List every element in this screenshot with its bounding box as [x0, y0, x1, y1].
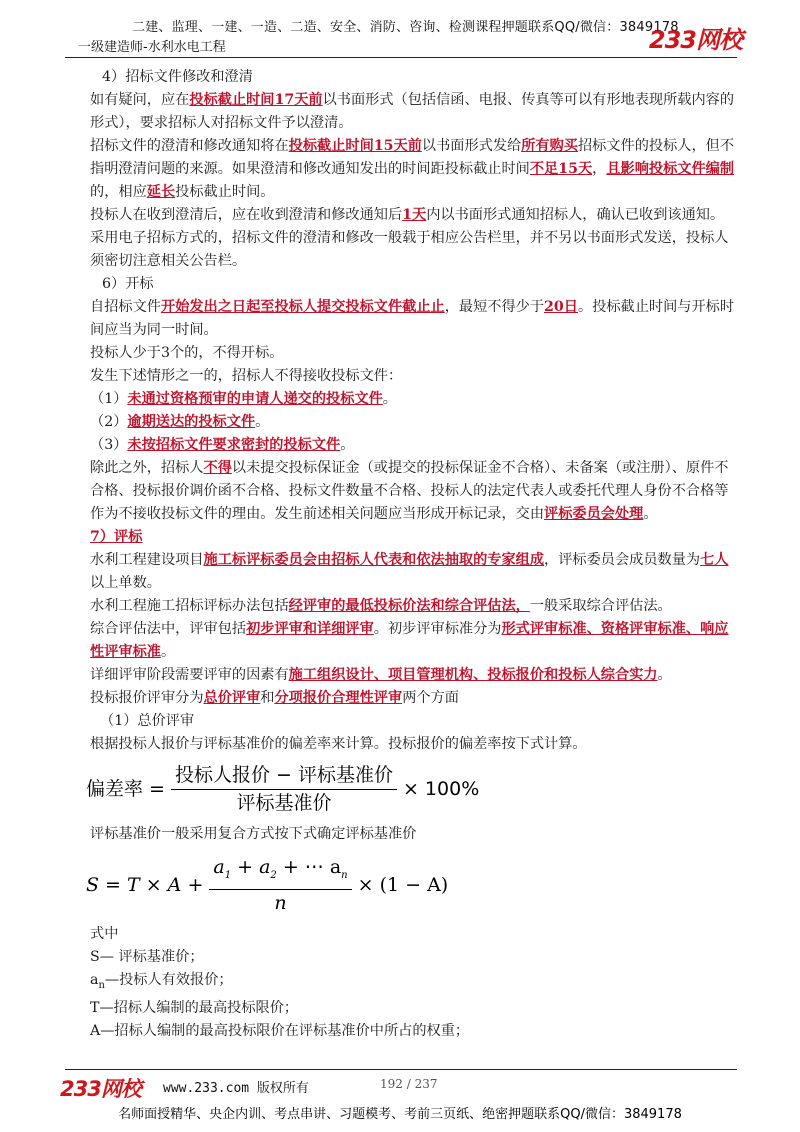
paragraph: 采用电子招标方式的，招标文件的澄清和修改一般载于相应公告栏里，并不另以书面形式发送，投标人须密切注意相关公告栏。 — [90, 230, 729, 269]
paragraph: 如有疑问，应在投标截止时间17天前以书面形式（包括信函、电报、传真等可以有形地表现所载内容的形式），要求招标人对招标文件予以澄清。 — [90, 92, 735, 131]
footer-divider — [65, 1069, 737, 1070]
header-divider — [65, 57, 737, 58]
paragraph: 详细评审阶段需要评审的因素有施工组织设计、项目管理机构、投标报价和投标人综合实力。 — [90, 667, 672, 683]
paragraph: 招标文件的澄清和修改通知将在投标截止时间15天前以书面形式发给所有购买招标文件的投标人，但不指明澄清问题的来源。如果澄清和修改通知发出的时间距投标截止时间不足15天，且影响投标文件编制的，相应延长投标截止时间。 — [90, 138, 735, 200]
page-number: 192 / 237 — [380, 1077, 438, 1091]
deviation-rate-formula: 偏差率 = $\frac{\text{投标人报价 − 评标基准价}}{\text{评标基准价}}$ × 100% — [86, 764, 480, 814]
section-heading: 7）评标 — [90, 529, 143, 545]
paragraph: 评标基准价一般采用复合方式按下式确定评标基准价 — [90, 826, 417, 842]
paragraph: 根据投标人报价与评标基准价的偏差率来计算。投标报价的偏差率按下式计算。 — [90, 736, 587, 752]
document-body — [86, 66, 736, 1043]
brand-logo: 233网校 — [648, 26, 742, 54]
definition-item: T—招标人编制的最高投标限价； — [90, 999, 299, 1016]
fraction: $\frac{\text{投标人报价 − 评标基准价}}{\text{评标基准价}}$ — [171, 764, 397, 815]
paragraph: 式中 — [90, 925, 119, 942]
footer-logo: 233网校 — [60, 1077, 141, 1101]
list-item: （2）逾期送达的投标文件。 — [90, 414, 270, 430]
definition-item: S— 评标基准价； — [90, 948, 204, 965]
paragraph: 投标报价评审分为总价评审和分项报价合理性评审两个方面 — [90, 690, 459, 706]
definition-item: A—招标人编制的最高投标限价在评标基准价中所占的权重； — [90, 1022, 470, 1039]
header-contact: 二建、监理、一建、一造、二造、安全、消防、咨询、检测课程押题联系QQ/微信：3849178 — [132, 20, 679, 35]
paragraph: 除此之外，招标人不得以未提交投标保证金（或提交的投标保证金不合格）、未备案（或注册）、原件不合格、投标报价调价函不合格、投标文件数量不合格、投标人的法定代表人或委托代理人身份不合格等作为不接收投标文件的理由。发生前述相关问题应当形成开标记录，交由评标委员会处理。 — [90, 460, 729, 522]
list-item: （3）未按招标文件要求密封的投标文件。 — [90, 437, 355, 453]
list-item: （1）未通过资格预审的申请人递交的投标文件。 — [90, 391, 397, 407]
footer-contact: 名师面授精华、央企内训、考点串讲、习题模考、考前三页纸、绝密押题联系QQ/微信：3849178 — [118, 1107, 682, 1122]
paragraph: 发生下述情形之一的，招标人不得接收投标文件： — [90, 368, 403, 384]
paragraph: 投标人在收到澄清后，应在收到澄清和修改通知后1天内以书面形式通知招标人，确认已收到该通知。 — [90, 207, 725, 223]
footer-site: www.233.com 版权所有 — [163, 1081, 309, 1096]
paragraph: 水利工程建设项目施工标评标委员会由招标人代表和依法抽取的专家组成，评标委员会成员数量为七人以上单数。 — [90, 552, 729, 591]
paragraph: 投标人少于3个的，不得开标。 — [90, 345, 284, 361]
section-heading: 4）招标文件修改和澄清 — [102, 69, 253, 85]
benchmark-price-formula: S = T × A + $\frac{a_1 + a_2 + \cdots a_n}{n}$ × (1 − A) — [86, 856, 449, 914]
header-subject: 一级建造师-水利水电工程 — [78, 40, 226, 55]
fraction: $\frac{a_1 + a_2 + \cdots a_n}{n}$ — [209, 856, 351, 915]
paragraph: 水利工程施工招标评标办法包括经评审的最低投标价法和综合评估法，一般采取综合评估法。 — [90, 598, 672, 614]
section-heading: 6）开标 — [102, 276, 154, 292]
subsection-heading: （1）总价评审 — [100, 713, 195, 729]
definition-item: $a_n—$投标人有效报价； — [90, 971, 233, 991]
paragraph: 综合评估法中，评审包括初步评审和详细评审。初步评审标准分为形式评审标准、资格评审标准、响应性评审标准。 — [90, 621, 729, 660]
paragraph: 自招标文件开始发出之日起至投标人提交投标文件截止止，最短不得少于20日。投标截止时间与开标时间应当为同一时间。 — [90, 299, 735, 338]
